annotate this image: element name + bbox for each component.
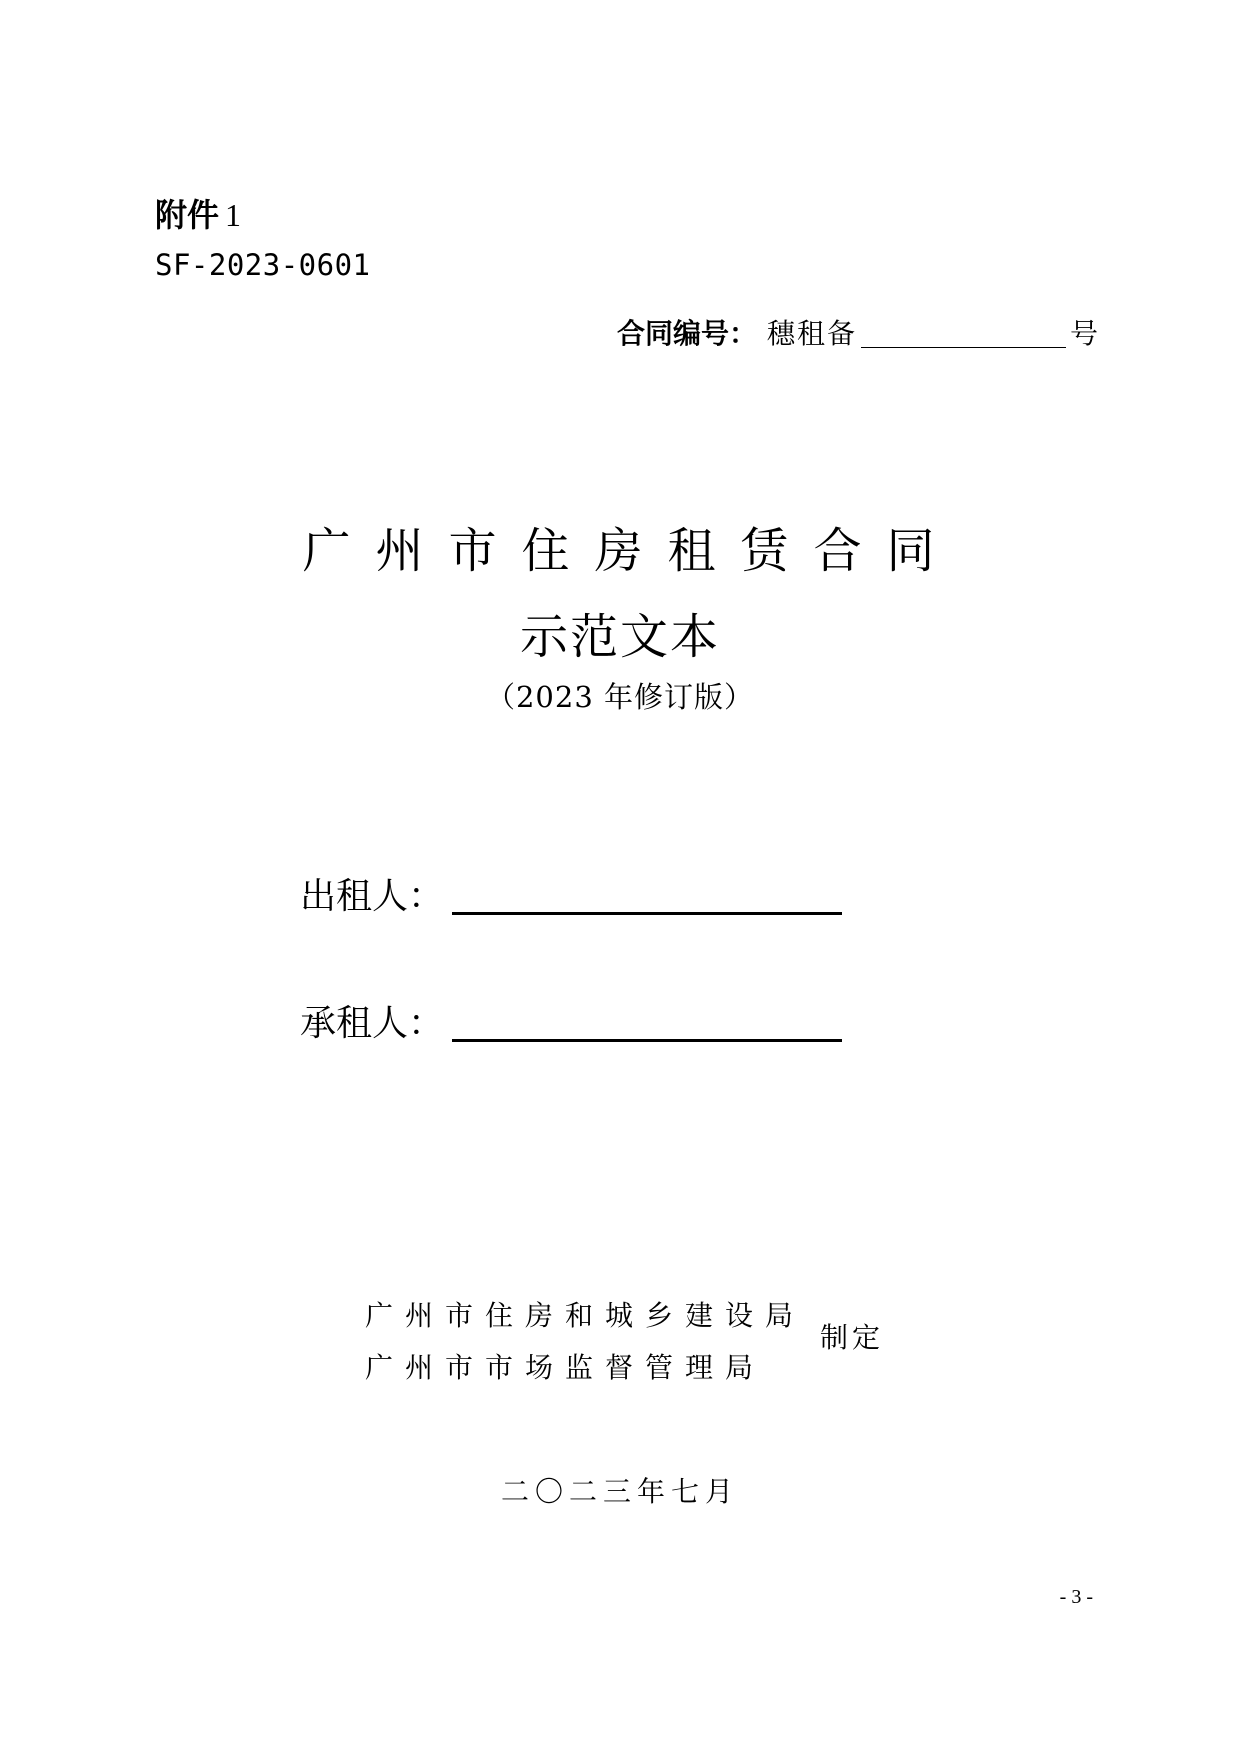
contract-number xyxy=(617,312,1098,352)
issuing-agencies xyxy=(365,1290,805,1394)
contract-number-suffix: 号 xyxy=(1069,317,1098,350)
sub-title: 示范文本 xyxy=(519,609,720,665)
contract-number-label: 合同编号： xyxy=(616,317,757,350)
lessor-field xyxy=(300,868,842,919)
agency-market-regulation: 广州市市场监督管理局 xyxy=(365,1351,766,1384)
lessee-label: 承租人： xyxy=(300,1003,445,1044)
lessor-label: 出租人： xyxy=(300,876,445,917)
contract-number-blank xyxy=(861,321,1066,348)
lessee-blank-line xyxy=(452,999,842,1042)
issue-date: 二〇二三年七月 xyxy=(500,1475,739,1508)
lessee-field xyxy=(300,995,842,1046)
edition-note: （2023 年修订版） xyxy=(485,680,755,714)
attachment-label-text: 附件 xyxy=(155,196,220,234)
contract-number-prefix: 穗租备 xyxy=(766,317,857,350)
lessor-blank-line xyxy=(452,872,842,915)
main-title: 广州市住房租赁合同 xyxy=(302,523,960,579)
agency-housing-bureau: 广州市住房和城乡建设局 xyxy=(365,1299,806,1332)
page-number: - 3 - xyxy=(1059,1586,1093,1608)
document-code: SF-2023-0601 xyxy=(155,248,371,282)
attachment-label xyxy=(155,190,241,236)
issued-by: 制定 xyxy=(820,1321,885,1354)
attachment-number: 1 xyxy=(225,197,242,233)
